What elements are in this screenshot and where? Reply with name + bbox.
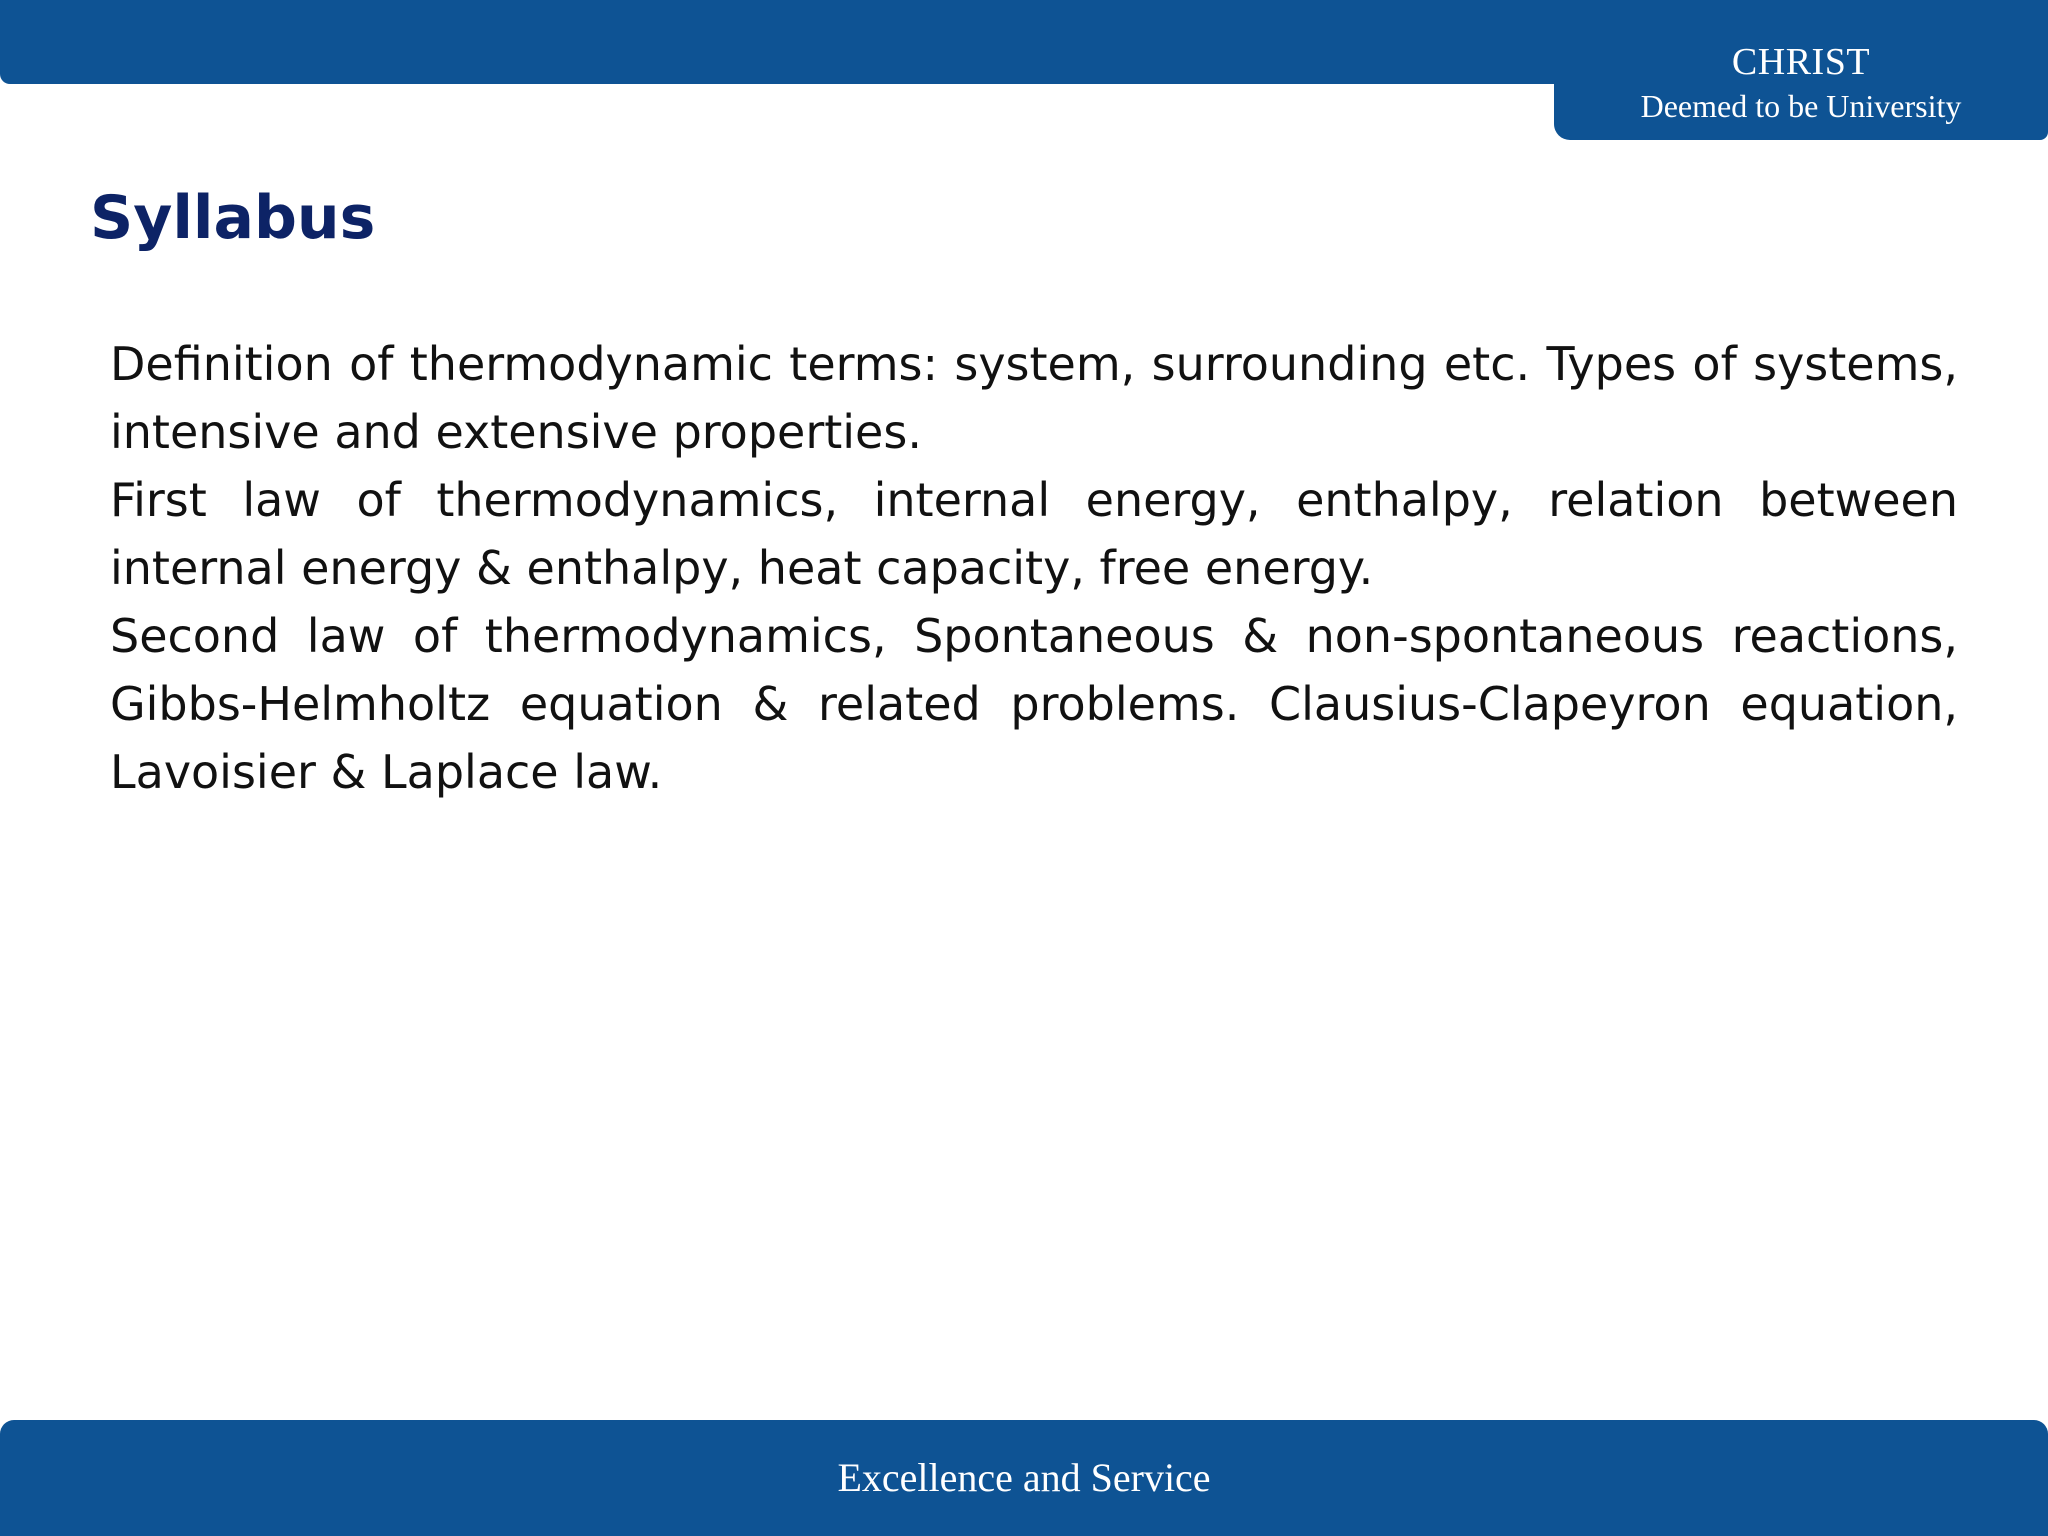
syllabus-paragraph-3: Second law of thermodynamics, Spontaneous & non-spontaneous reactions, Gibbs-Helmholtz equation & related problems. Clausius-Clapeyron equation, Lavoisier & Laplace law. <box>110 609 1958 799</box>
footer-band <box>0 1420 2048 1536</box>
brand-name: CHRIST <box>1731 41 1871 83</box>
footer-motto: Excellence and Service <box>837 1455 1211 1500</box>
slide-title: Syllabus <box>90 183 376 253</box>
brand-subtitle: Deemed to be University <box>1640 88 1962 124</box>
syllabus-paragraph-1: Definition of thermodynamic terms: system, surrounding etc. Types of systems, intensive and extensive properties. <box>110 337 1958 459</box>
syllabus-content <box>110 330 1958 806</box>
university-brand <box>1554 0 2048 140</box>
syllabus-paragraph-2: First law of thermodynamics, internal energy, enthalpy, relation between internal energy & enthalpy, heat capacity, free energy. <box>110 473 1958 595</box>
